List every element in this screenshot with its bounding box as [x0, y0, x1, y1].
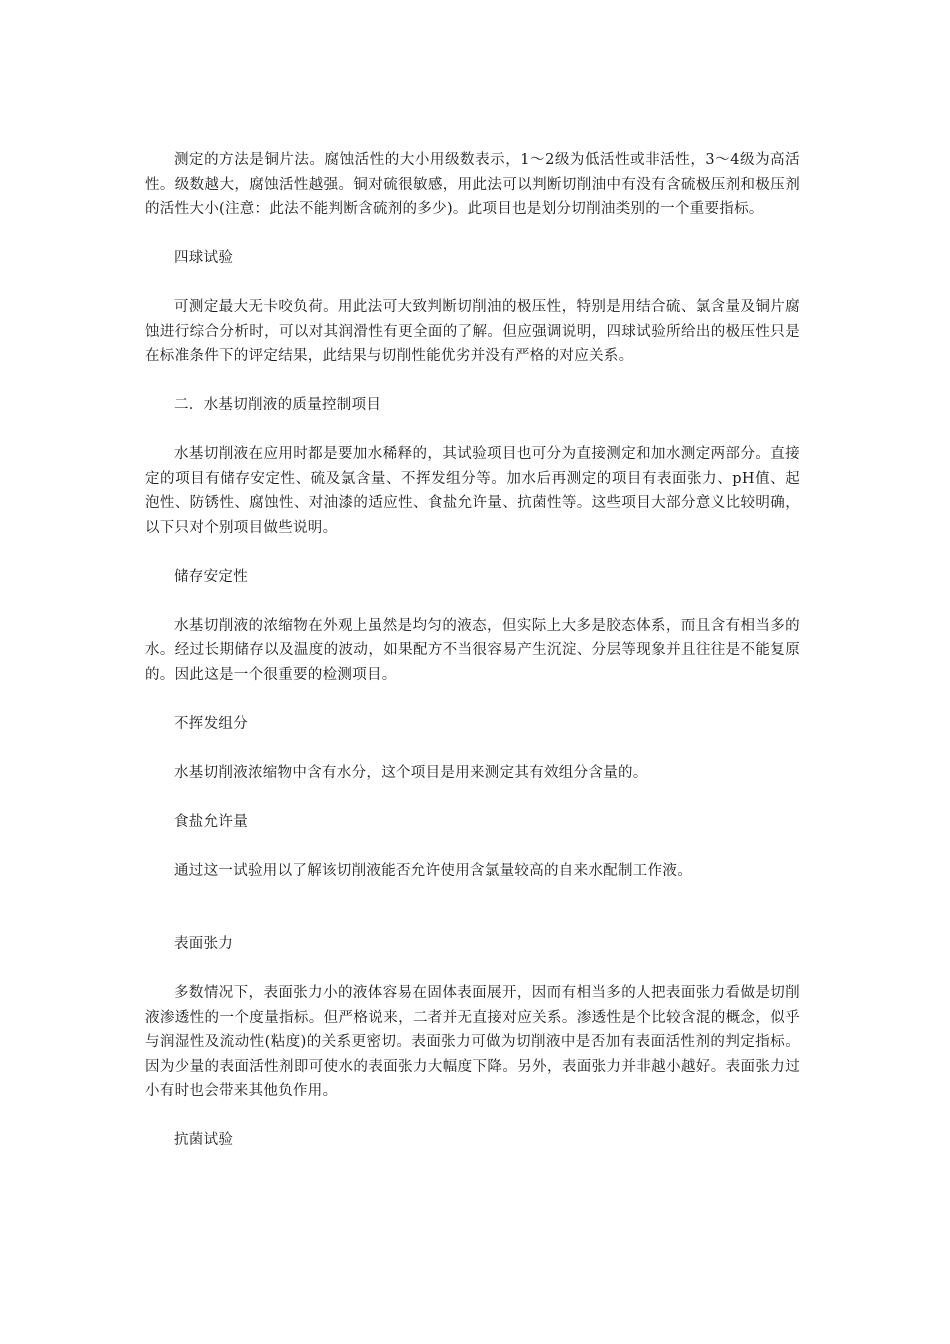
- paragraph-water-based-overview: 水基切削液在应用时都是要加水稀释的，其试验项目也可分为直接测定和加水测定两部分。直接定的项目有储存安定性、硫及氯含量、不挥发组分等。加水后再测定的项目有表面张力、pH值、起泡性、防锈性、腐蚀性、对油漆的适应性、食盐允许量、抗菌性等。这些项目大部分意义比较明确，以下只对个别项目做些说明。: [145, 446, 800, 536]
- heading-surface-tension: 表面张力: [174, 936, 234, 952]
- paragraph-storage-stability: 水基切削液的浓缩物在外观上虽然是均匀的液态，但实际上大多是胶态体系，而且含有相当多的水。经过长期储存以及温度的波动，如果配方不当很容易产生沉淀、分层等现象并且往往是不能复原的。因此这是一个很重要的检测项目。: [145, 617, 800, 683]
- heading-section-2: 二．水基切削液的质量控制项目: [174, 397, 382, 413]
- paragraph-four-ball-test: 可测定最大无卡咬负荷。用此法可大致判断切削油的极压性，特别是用结合硫、氯含量及铜片腐蚀进行综合分析时，可以对其润滑性有更全面的了解。但应强调说明，四球试验所给出的极压性只是在标准条件下的评定结果，此结果与切削性能优劣并没有严格的对应关系。: [145, 299, 800, 364]
- heading-nonvolatile: 不挥发组分: [174, 715, 248, 732]
- document-body: [145, 148, 800, 1153]
- paragraph-salt-tolerance: 通过这一试验用以了解该切削液能否允许使用含氯量较高的自来水配制工作液。: [174, 862, 692, 879]
- heading-salt-tolerance: 食盐允许量: [174, 813, 248, 830]
- paragraph-copper-strip-method: 测定的方法是铜片法。腐蚀活性的大小用级数表示，1～2级为低活性或非活性，3～4级为高活性。级数越大，腐蚀活性越强。铜对硫很敏感，用此法可以判断切削油中有没有含硫极压剂和极压剂的活性大小(注意：此法不能判断含硫剂的多少)。此项目也是划分切削油类别的一个重要指标。: [145, 152, 800, 217]
- paragraph-nonvolatile: 水基切削液浓缩物中含有水分，这个项目是用来测定其有效组分含量的。: [174, 764, 648, 781]
- heading-storage-stability: 储存安定性: [174, 568, 248, 585]
- paragraph-surface-tension: 多数情况下，表面张力小的液体容易在固体表面展开，因而有相当多的人把表面张力看做是切削液渗透性的一个度量指标。但严格说来，二者并无直接对应关系。渗透性是个比较含混的概念，似乎与润湿性及流动性(粘度)的关系更密切。表面张力可做为切削液中是否加有表面活性剂的判定指标。因为少量的表面活性剂即可使水的表面张力大幅度下降。另外，表面张力并非越小越好。表面张力过小有时也会带来其他负作用。: [145, 985, 800, 1099]
- heading-antibacterial-test: 抗菌试验: [174, 1132, 234, 1148]
- heading-four-ball-test: 四球试验: [174, 250, 234, 266]
